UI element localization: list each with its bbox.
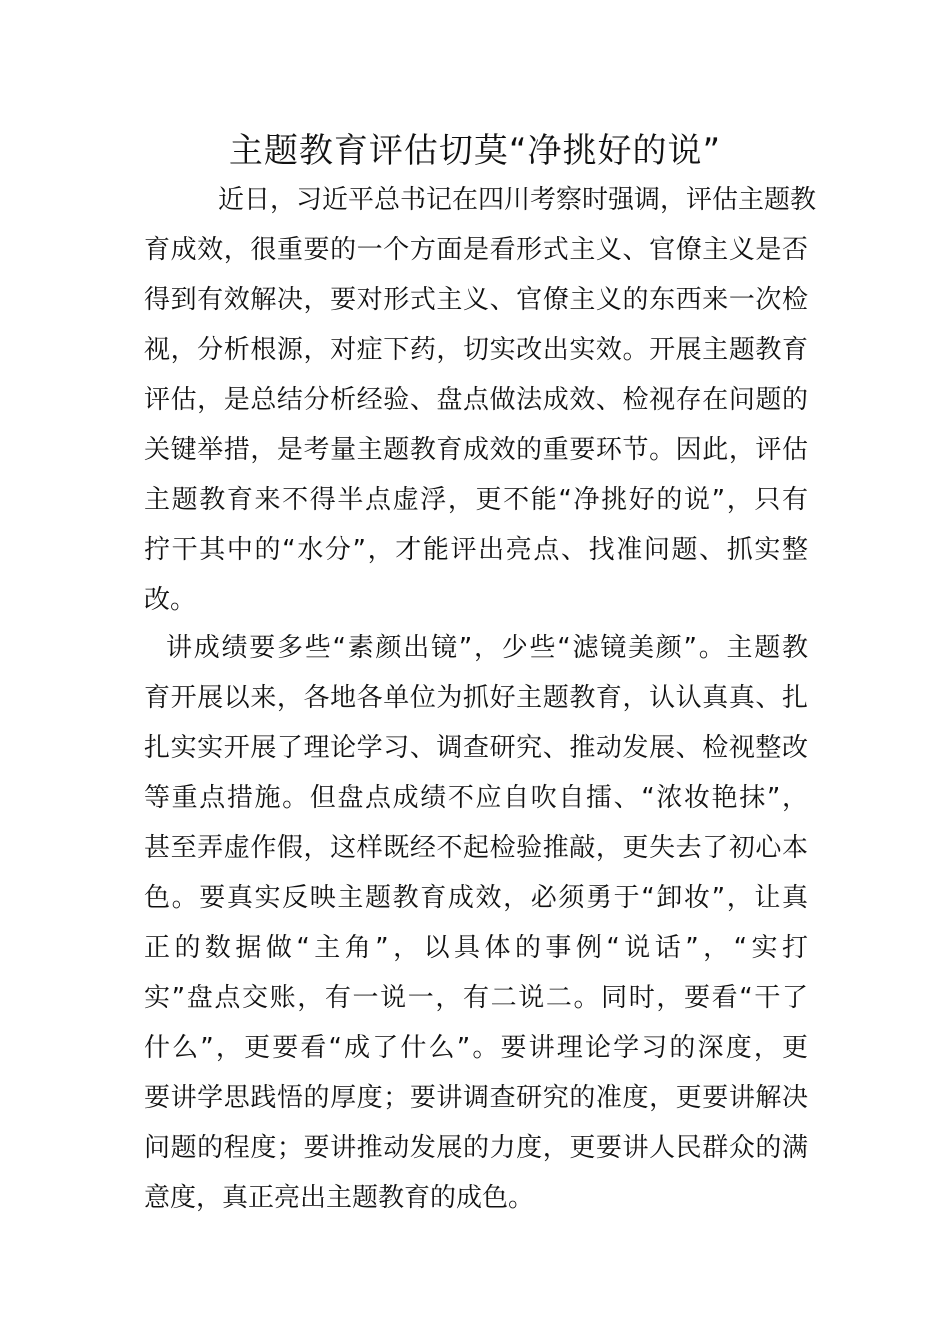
paragraph-line: 近日，习近平总书记在四川考察时强调，评估主题教	[218, 185, 817, 215]
paragraph-line: 等重点措施。但盘点成绩不应自吹自擂、“浓妆艳抹”，	[144, 783, 808, 813]
paragraph-line: 意度，真正亮出主题教育的成色。	[144, 1183, 535, 1213]
paragraph-line: 实”盘点交账，有一说一，有二说二。同时，要看“干了	[144, 983, 808, 1013]
paragraph-line: 问题的程度；要讲推动发展的力度，更要讲人民群众的满	[144, 1133, 808, 1163]
paragraph-line: 正的数据做“主角”，以具体的事例“说话”，“实打	[144, 933, 808, 963]
document-title: 主题教育评估切莫“净挑好的说”	[228, 131, 722, 171]
paragraph-line: 得到有效解决，要对形式主义、官僚主义的东西来一次检	[144, 285, 808, 315]
paragraph-line: 甚至弄虚作假，这样既经不起检验推敲，更失去了初心本	[144, 833, 808, 863]
paragraph-line: 拧干其中的“水分”，才能评出亮点、找准问题、抓实整	[144, 535, 808, 565]
paragraph-line: 主题教育来不得半点虚浮，更不能“净挑好的说”，只有	[144, 485, 808, 515]
paragraph-line: 评估，是总结分析经验、盘点做法成效、检视存在问题的	[144, 385, 808, 415]
paragraph-line: 扎实实开展了理论学习、调查研究、推动发展、检视整改	[144, 733, 808, 763]
paragraph-line: 要讲学思践悟的厚度；要讲调查研究的准度，更要讲解决	[144, 1083, 808, 1113]
paragraph-line: 育成效，很重要的一个方面是看形式主义、官僚主义是否	[144, 235, 808, 265]
paragraph-line: 什么”，更要看“成了什么”。要讲理论学习的深度，更	[144, 1033, 808, 1063]
paragraph-2	[144, 623, 808, 1223]
paragraph-line: 色。要真实反映主题教育成效，必须勇于“卸妆”，让真	[144, 883, 808, 913]
paragraph-line: 讲成绩要多些“素颜出镜”，少些“滤镜美颜”。主题教	[166, 633, 808, 663]
paragraph-line: 关键举措，是考量主题教育成效的重要环节。因此，评估	[144, 435, 808, 465]
paragraph-line: 视，分析根源，对症下药，切实改出实效。开展主题教育	[144, 335, 808, 365]
paragraph-line: 改。	[144, 585, 197, 615]
paragraph-1	[144, 175, 817, 625]
paragraph-line: 育开展以来，各地各单位为抓好主题教育，认认真真、扎	[144, 683, 808, 713]
